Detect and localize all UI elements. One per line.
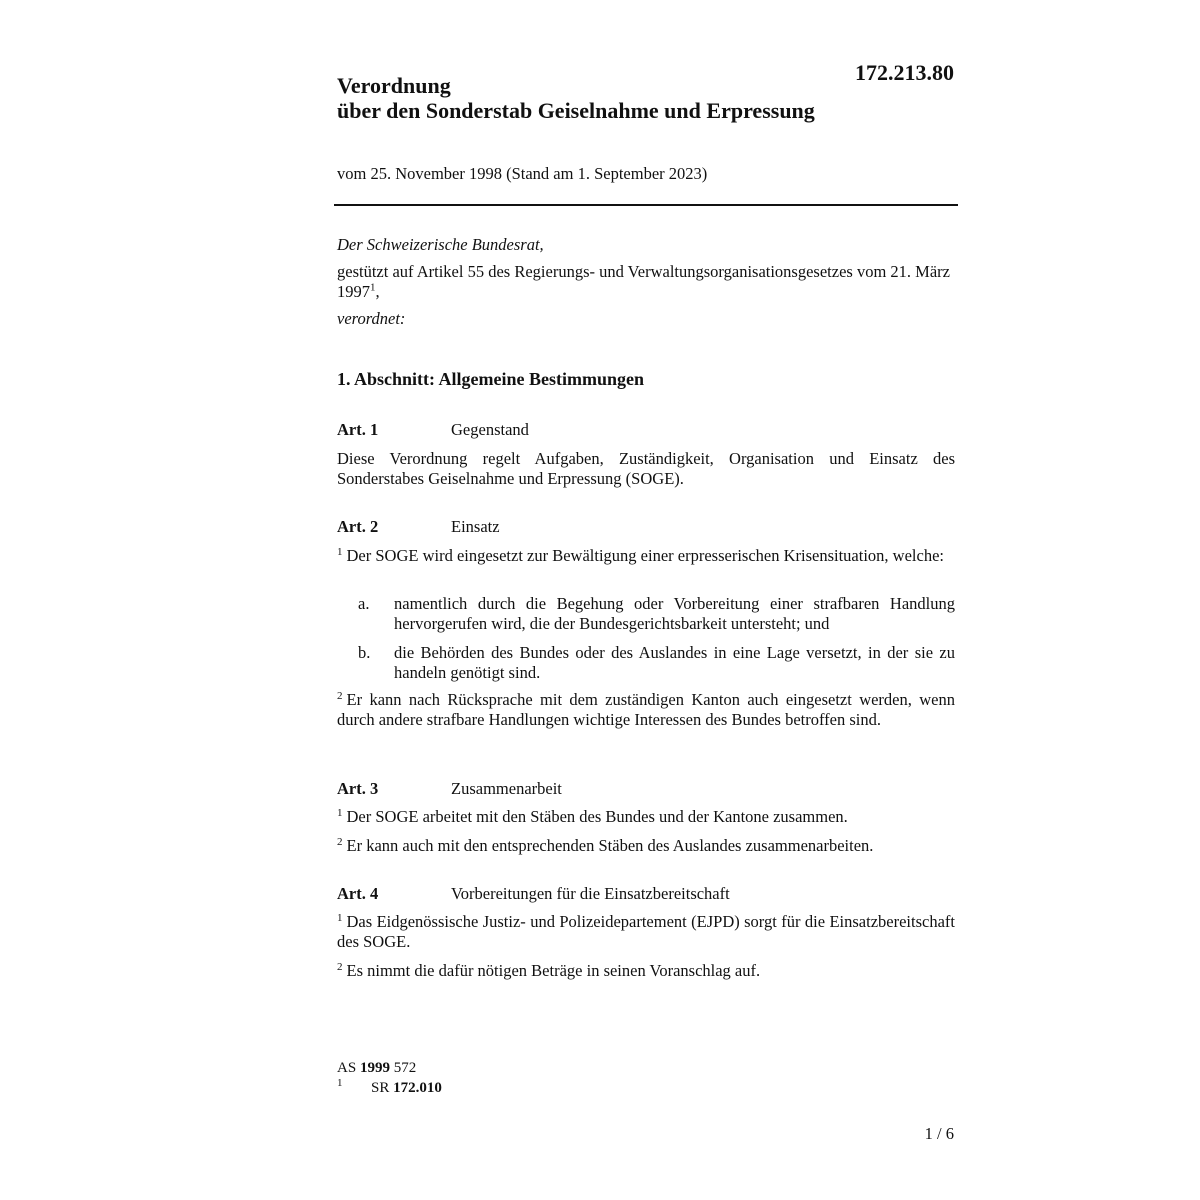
footnote-ref[interactable]: 1 [370,281,376,294]
paragraph-text: Der SOGE arbeitet mit den Stäben des Bundes und der Kantone zusammen. [346,807,848,826]
article-title: Gegenstand [451,420,529,439]
paragraph-number: 1 [337,911,343,924]
paragraph-text: Es nimmt die dafür nötigen Beträge in seinen Voranschlag auf. [346,961,761,980]
paragraph-number: 2 [337,689,343,702]
list-letter: a. [358,594,370,613]
as-page: 572 [393,1060,417,1076]
article-2-para-1 [337,546,955,566]
article-3-para-1 [337,807,955,827]
preamble-basis [337,262,955,302]
list-letter: b. [358,643,371,662]
list-item-a [358,594,955,634]
list-item-text: die Behörden des Bundes oder des Auslandes in eine Lage versetzt, in der sie zu handeln genötigt sind. [394,643,955,682]
article-number: Art. 1 [337,420,379,439]
title-line-2: über den Sonderstab Geiselnahme und Erpressung [337,98,815,123]
paragraph-number: 2 [337,835,343,848]
preamble-authority: Der Schweizerische Bundesrat, [337,235,544,254]
document-number: 172.213.80 [855,60,954,85]
article-1-heading [337,420,529,440]
footnote-1: 1 SR 172.010 [337,1077,442,1096]
as-year: 1999 [359,1060,390,1076]
preamble-verordnet: verordnet: [337,309,406,328]
title-line-1: Verordnung [337,73,451,98]
article-3-para-2 [337,836,955,856]
list-item-b [358,643,955,683]
article-3-heading [337,779,562,799]
paragraph-text: Er kann auch mit den entsprechenden Stäben des Auslandes zusammenarbeiten. [346,836,874,855]
article-title: Einsatz [451,517,500,536]
as-prefix: AS [337,1060,357,1076]
article-2-para-2 [337,690,955,730]
section-heading: 1. Abschnitt: Allgemeine Bestimmungen [337,369,645,389]
article-4-para-2 [337,961,955,981]
document-title [337,73,815,123]
header-divider [334,204,958,206]
paragraph-text: Das Eidgenössische Justiz- und Polizeidepartement (EJPD) sorgt für die Einsatzbereitschaft des SOGE. [337,912,955,951]
paragraph-number: 2 [337,960,343,973]
list-item-text: namentlich durch die Begehung oder Vorbereitung einer strafbaren Handlung hervorgerufen wird, die der Bundesgerichtsbarkeit untersteht; und [394,594,955,633]
paragraph-text: Er kann nach Rücksprache mit dem zuständigen Kanton auch eingesetzt werden, wenn durch andere strafbare Handlungen wichtige Interessen des Bundes betroffen sind. [337,690,955,729]
paragraph-text: Der SOGE wird eingesetzt zur Bewältigung einer erpresserischen Krisensituation, welche: [346,546,944,565]
sr-number[interactable]: 172.010 [393,1080,442,1096]
article-number: Art. 3 [337,779,379,798]
article-2-heading [337,517,500,537]
paragraph-number: 1 [337,806,343,819]
page-number: 1 / 6 [924,1124,954,1143]
sr-prefix: SR [371,1080,390,1096]
preamble-basis-text: gestützt auf Artikel 55 des Regierungs- und Verwaltungsorganisationsgesetzes vom 21. März 1997 [337,262,950,301]
preamble-basis-end: , [375,282,380,301]
article-4-heading [337,884,730,904]
article-title: Vorbereitungen für die Einsatzbereitschaft [451,884,730,903]
article-4-para-1 [337,912,955,952]
paragraph-number: 1 [337,545,343,558]
document-date: vom 25. November 1998 (Stand am 1. September 2023) [337,164,708,183]
article-1-text: Diese Verordnung regelt Aufgaben, Zuständigkeit, Organisation und Einsatz des Sonderstabes Geiselnahme und Erpressung (SOGE). [337,449,955,488]
official-collection-reference [337,1058,416,1078]
article-number: Art. 2 [337,517,379,536]
article-number: Art. 4 [337,884,379,903]
article-title: Zusammenarbeit [451,779,562,798]
